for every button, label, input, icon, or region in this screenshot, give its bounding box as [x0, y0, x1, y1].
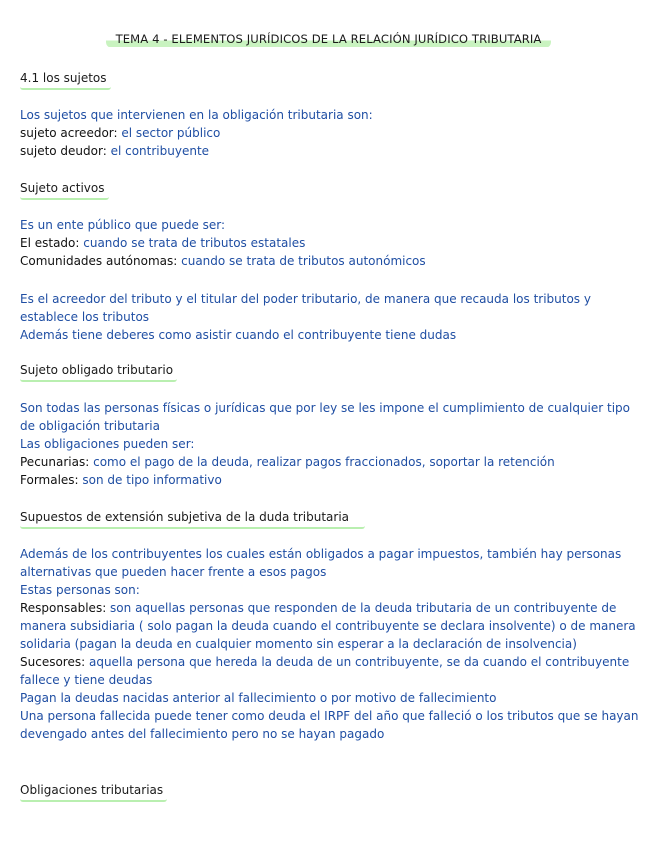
section-1-heading: 4.1 los sujetos [20, 70, 111, 90]
section-3-line-2 [20, 471, 639, 489]
section-4-line-2-text: aquella persona que hereda la deuda de un contribuyente, se da cuando el contribuyente fallece y tiene deudas [20, 655, 630, 687]
title-row [20, 0, 637, 53]
section-2-paragraph-2: Es el acreedor del tributo y el titular del poder tributario, de manera que recauda los tributos y establece los tributos [20, 292, 591, 324]
section-4-heading: Supuestos de extensión subjetiva de la duda tributaria [20, 509, 365, 529]
section-3-heading-wrap [20, 362, 177, 382]
section-3-line-1-text: como el pago de la deuda, realizar pagos fraccionados, soportar la retención [89, 455, 555, 469]
section-4-heading-wrap [20, 509, 365, 529]
section-2-line-1-label: El estado: [20, 236, 80, 250]
section-5-heading: Obligaciones tributarias [20, 782, 167, 802]
section-4-line-1 [20, 599, 639, 653]
section-4-line-1-text: son aquellas personas que responden de la deuda tributaria de un contribuyente de manera subsidiaria ( solo pagan la deuda cuando el contribuyente se declara insolvente) o de manera solidaria (pagan la deuda en cualquier momento sin esperar a la declaración de insolvencia) [20, 601, 636, 651]
section-1-body [20, 106, 639, 160]
section-3-heading: Sujeto obligado tributario [20, 362, 177, 382]
section-4-paragraph-3: Pagan la deudas nacidas anterior al fallecimiento o por motivo de fallecimiento [20, 691, 497, 705]
section-3-body [20, 399, 639, 489]
section-3-intro: Son todas las personas físicas o jurídicas que por ley se les impone el cumplimiento de cualquier tipo de obligación tributaria [20, 401, 631, 433]
section-1-line-1-label: sujeto acreedor: [20, 126, 118, 140]
section-4-paragraph-2: Estas personas son: [20, 583, 140, 597]
section-2-intro: Es un ente público que puede ser: [20, 218, 226, 232]
section-2-body [20, 216, 639, 270]
section-3-line-2-label: Formales: [20, 473, 79, 487]
section-3-paragraph-2: Las obligaciones pueden ser: [20, 437, 195, 451]
section-2-body-2 [20, 290, 639, 344]
section-1-line-1 [20, 124, 639, 142]
section-4-body [20, 545, 639, 743]
section-1-heading-wrap [20, 70, 111, 90]
section-5-heading-wrap [20, 782, 167, 802]
section-4-line-1-label: Responsables: [20, 601, 107, 615]
section-4-line-2 [20, 653, 639, 689]
section-2-line-2 [20, 252, 639, 270]
section-2-heading-wrap [20, 180, 109, 200]
section-3-line-1 [20, 453, 639, 471]
section-2-paragraph-3: Además tiene deberes como asistir cuando el contribuyente tiene dudas [20, 328, 457, 342]
section-3-line-1-label: Pecunarias: [20, 455, 90, 469]
section-4-paragraph-4: Una persona fallecida puede tener como deuda el IRPF del año que falleció o los tributos que se hayan devengado antes del fallecimiento pero no se hayan pagado [20, 709, 639, 741]
section-2-line-2-text: cuando se trata de tributos autonómicos [177, 254, 426, 268]
section-2-heading: Sujeto activos [20, 180, 109, 200]
section-1-line-2 [20, 142, 639, 160]
section-1-line-2-text: el contribuyente [106, 144, 210, 158]
section-1-line-2-label: sujeto deudor: [20, 144, 107, 158]
section-2-line-2-label: Comunidades autónomas: [20, 254, 178, 268]
section-4-line-2-label: Sucesores: [20, 655, 86, 669]
section-2-line-1 [20, 234, 639, 252]
section-1-line-1-text: el sector público [117, 126, 221, 140]
section-1-intro: Los sujetos que intervienen en la obligación tributaria son: [20, 108, 373, 122]
section-3-line-2-text: son de tipo informativo [78, 473, 222, 487]
page-title: TEMA 4 - ELEMENTOS JURÍDICOS DE LA RELACIÓN JURÍDICO TRIBUTARIA [106, 31, 552, 48]
section-4-intro: Además de los contribuyentes los cuales están obligados a pagar impuestos, también hay personas alternativas que pueden hacer frente a esos pagos [20, 547, 622, 579]
section-2-line-1-text: cuando se trata de tributos estatales [79, 236, 306, 250]
